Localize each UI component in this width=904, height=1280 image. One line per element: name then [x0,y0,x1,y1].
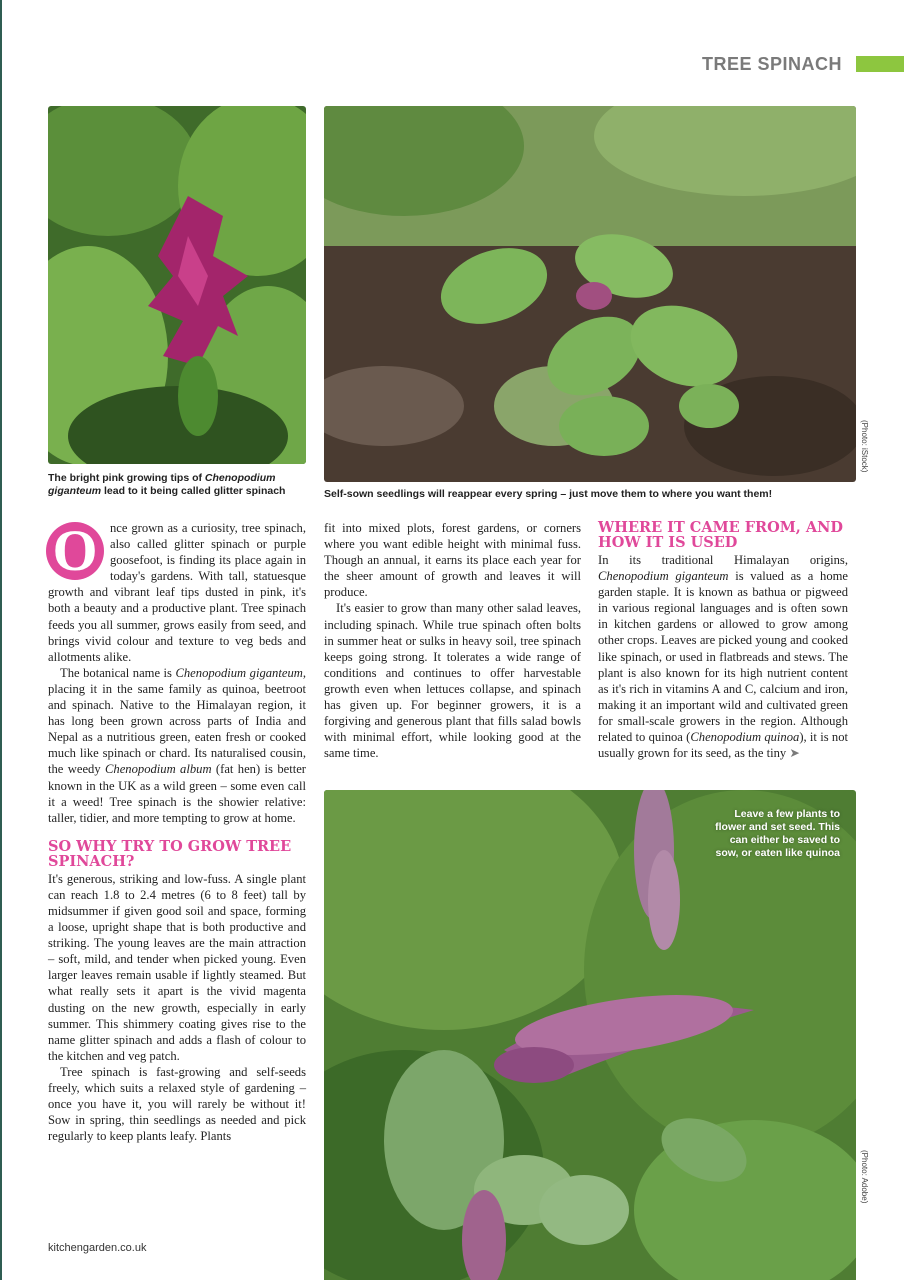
easier-to-grow-paragraph: It's easier to grow than many other salad leaves, including spinach. While true spinach often bolts in summer heat or sulks in heavy soil, tree spinach keeps going strong. It tolerates a wide range of conditions and continues to offer harvestable growth even when lettuces collapse, and spinach has given up. For beginner growers, it is a forgiving and generous plant that fills salad bowls with minimal effort, while looking good at the same time. [324,601,581,761]
article-column-1 [48,520,306,1144]
pink-spinach-growing-tip-photo [48,106,306,464]
page-edge-strip [0,0,2,1280]
intro-paragraph: O nce grown as a curiosity, tree spinach, also called glitter spinach or purple goosefoot, is finding its place again in today's gardens. With tall, statuesque growth and vibrant leaf tips dusted in pink, it's both a beauty and a productive plant. Tree spinach feeds you all summer, grows easily from seed, and brings vivid colour and texture to veg beds and allotments alike. [48,518,306,664]
top-left-photo-caption: The bright pink growing tips of Chenopodium giganteum lead to it being called glitter spinach [48,472,286,497]
subhead-origins: WHERE IT CAME FROM, AND HOW IT IS USED [598,519,843,551]
mixed-plots-paragraph: fit into mixed plots, forest gardens, or corners where you want edible height with minimal fuss. Though an annual, it earns its place each year for the sheer amount of growth and leaves it will produce. [324,521,581,600]
article-column-2 [324,520,581,761]
drop-cap: O [46,522,104,580]
flowering-spinach-seedhead-photo [324,790,856,1280]
seedhead-photo-overlay-text: Leave a few plants to flower and set seed. This can either be saved to sow, or eaten like quinoa [715,808,840,859]
spinach-seedlings-photo [324,106,856,482]
self-seeding-paragraph: Tree spinach is fast-growing and self-seeds freely, which suits a relaxed style of gardening – once you have it, you will rarely be without it! Sow in spring, thin seedlings as needed and pick regularly to keep plants leafy. Plants [48,1064,306,1144]
photo-credit-adobe: (Photo: Adobe) [860,1150,869,1204]
section-header [702,54,904,74]
botanical-name-paragraph: The botanical name is Chenopodium giganteum, placing it in the same family as quinoa, beetroot and spinach. Native to the Himalayan region, it has long been grown across parts of India and Nepal as a nutritious green, eaten fresh or cooked much like spinach or chard. Its naturalised cousin, the weedy Chenopodium album (fat hen) is better known in the UK as a wild green – some even call it a weed! Tree spinach is the showier relative: taller, tidier, and more tempting to grow at home. [48,665,306,825]
photo-credit-istock: (Photo: iStock) [860,420,869,473]
section-accent-bar [856,56,904,72]
continue-arrow-icon: ➤ [789,746,800,761]
top-right-photo-caption: Self-sown seedlings will reappear every spring – just move them to where you want them! [324,488,773,500]
section-title: TREE SPINACH [701,53,842,74]
subhead-why-grow: SO WHY TRY TO GROW TREE SPINACH? [48,837,292,870]
why-grow-paragraph: It's generous, striking and low-fuss. A single plant can reach 1.8 to 2.4 metres (6 to 8 feet) tall by midsummer if given good soil and space, forming a loose, upright shape that is both productive and striking. The young leaves are the main attraction – soft, mild, and tender when picked young. Even larger leaves remain usable if lightly steamed. But what really sets it apart is the vivid magenta dusting on the new growth, especially in early summer. This shimmery coating gives rise to the name glitter spinach and adds a flash of colour to the kitchen and veg patch. [48,871,306,1063]
origins-paragraph: In its traditional Himalayan origins, Chenopodium giganteum is valued as a home garden staple. It is known as bathua or pigweed in various regional languages and is often sown in kitchen gardens or allowed to grow among other crops. Leaves are picked young and cooked like spinach, or used in flatbreads and stews. The plant is also known for its high nutrient content as it's rich in vitamins A and C, calcium and iron, making it an important wild and cultivated green for small-scale growers in the region. Although related to quinoa (Chenopodium quinoa), it is not usually grown for its seed, as the tiny ➤ [598,553,848,761]
footer-url: kitchengarden.co.uk [48,1242,147,1254]
article-column-3 [598,520,848,761]
